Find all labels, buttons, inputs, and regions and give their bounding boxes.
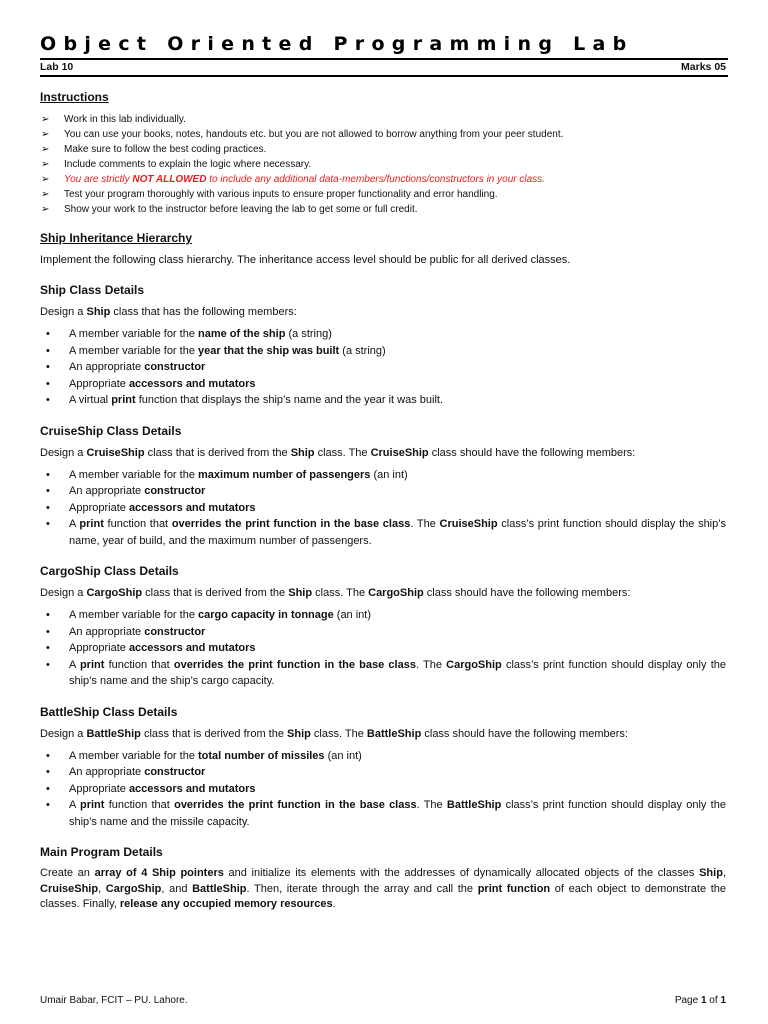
text-run: . The: [410, 518, 440, 530]
text-run: A member variable for the: [69, 609, 199, 621]
text-run: A: [69, 658, 80, 671]
text-run: class’s print function should display only the ship’s name and the ship’s cargo capacity.: [69, 658, 726, 687]
text-run: An appropriate: [69, 625, 145, 638]
text-run: A member variable for the: [69, 344, 199, 357]
instructions-heading: Instructions: [40, 90, 109, 104]
bullet-dot-icon: •: [46, 782, 50, 795]
section: [40, 563, 726, 690]
bold-text: CargoShip: [86, 587, 143, 599]
instruction-text: [64, 204, 418, 215]
section-heading: CargoShip Class Details: [40, 564, 179, 578]
arrow-bullet-icon: ➢: [41, 129, 50, 140]
arrow-bullet-icon: ➢: [41, 204, 50, 215]
text-run: Design a: [40, 587, 87, 599]
arrow-bullet-icon: ➢: [41, 144, 50, 155]
text-run: Design a: [40, 306, 87, 318]
list-item: [40, 359, 726, 376]
instruction-item: [40, 127, 730, 142]
list-item: [40, 624, 726, 641]
text-run: A member variable for the: [69, 468, 199, 481]
bullet-dot-icon: •: [46, 609, 50, 621]
marks-label: Marks 05: [681, 61, 726, 73]
list-item: [40, 500, 726, 517]
section-intro: [40, 445, 726, 461]
bullet-dot-icon: •: [46, 501, 50, 514]
instruction-text: [64, 174, 545, 185]
text-run: (a string): [339, 344, 386, 357]
bold-text: overrides the print function in the base class: [174, 799, 417, 811]
section-intro: [40, 252, 726, 268]
bold-text: accessors and mutators: [128, 377, 256, 390]
instruction-text: [64, 144, 266, 155]
section-heading: CruiseShip Class Details: [40, 423, 182, 438]
bold-text: constructor: [144, 766, 206, 778]
arrow-bullet-icon: ➢: [41, 189, 50, 200]
section-heading: BattleShip Class Details: [40, 704, 178, 719]
list-item: [40, 516, 726, 549]
instruction-text: [64, 189, 498, 200]
bold-text: accessors and mutators: [128, 782, 256, 795]
text-run: class should have the following members:: [421, 727, 628, 740]
text-run: An appropriate: [69, 485, 145, 497]
bold-text: print function: [477, 882, 551, 895]
bold-text: print: [111, 394, 136, 406]
list-item: [40, 781, 726, 798]
instruction-item: [40, 187, 730, 202]
text-run: A member variable for the: [69, 749, 199, 762]
text-run: Appropriate: [69, 782, 129, 795]
arrow-bullet-icon: ➢: [41, 159, 50, 170]
bullet-dot-icon: •: [46, 468, 50, 481]
list-item: [40, 797, 726, 830]
bold-text: total number of missiles: [198, 749, 325, 762]
text-run: function that: [104, 799, 175, 811]
instruction-item: [40, 142, 730, 157]
bold-text: CargoShip: [446, 658, 502, 671]
bold-text: overrides the print function in the base class: [173, 658, 416, 671]
list-item: [40, 607, 726, 624]
page-of: of: [706, 995, 721, 1006]
bold-text: print: [79, 518, 104, 530]
text-run: Create an: [40, 867, 95, 879]
header-rule: [40, 75, 728, 77]
bold-text: name of the ship: [198, 328, 286, 340]
text-run: You are strictly: [64, 174, 133, 185]
text-run: Work in this lab individually.: [64, 114, 186, 125]
bold-text: array of 4 Ship pointers: [94, 867, 224, 879]
text-run: (an int): [370, 468, 408, 481]
bold-text: constructor: [144, 485, 206, 497]
text-run: A virtual: [69, 394, 112, 406]
bold-text: BattleShip: [446, 799, 502, 811]
section: [40, 844, 726, 913]
bullet-dot-icon: •: [46, 394, 50, 406]
text-run: , and: [161, 882, 193, 895]
bold-text: CruiseShip: [439, 518, 498, 530]
text-run: Show your work to the instructor before leaving the lab to get some or full credit.: [64, 204, 418, 215]
text-run: . The: [416, 799, 447, 811]
text-run: class should have the following members:: [423, 587, 631, 599]
list-item: [40, 376, 726, 393]
bold-text: print: [80, 799, 105, 811]
section-intro: [40, 866, 726, 913]
bold-text: Ship: [288, 587, 313, 599]
text-run: Make sure to follow the best coding practices.: [64, 144, 267, 155]
instruction-text: [64, 114, 186, 125]
bold-text: maximum number of passengers: [198, 468, 371, 481]
bold-text: BattleShip: [366, 727, 422, 740]
text-run: and initialize its elements with the addresses of dynamically allocated objects of the classes: [223, 867, 700, 879]
text-run: Implement the following class hierarchy. The inheritance access level should be public for all derived classes.: [40, 254, 571, 266]
text-run: Appropriate: [69, 377, 129, 390]
list-item: [40, 657, 726, 690]
list-item: [40, 764, 726, 781]
bold-text: overrides the print function in the base class: [171, 518, 411, 530]
bullet-dot-icon: •: [46, 749, 50, 762]
instruction-text: [64, 159, 311, 170]
bold-text: release any occupied memory resources: [119, 898, 333, 910]
bold-text: CruiseShip: [86, 446, 145, 459]
text-run: to include any additional data-members/functions/constructors in your class.: [206, 174, 545, 185]
bold-text: constructor: [144, 361, 206, 373]
bold-text: year that the ship was built: [198, 344, 340, 357]
bullet-list: [40, 326, 726, 409]
arrow-bullet-icon: ➢: [41, 174, 50, 185]
list-item: [40, 483, 726, 500]
bold-text: Ship: [287, 727, 311, 740]
text-run: class. The: [314, 446, 371, 459]
instruction-item: [40, 112, 730, 127]
list-item: [40, 326, 726, 343]
bullet-dot-icon: •: [46, 658, 50, 671]
bold-text: cargo capacity in tonnage: [198, 609, 334, 621]
bullet-dot-icon: •: [46, 344, 50, 357]
text-run: (an int): [333, 609, 372, 621]
page-total: 1: [720, 995, 726, 1006]
text-run: Include comments to explain the logic where necessary.: [64, 159, 312, 170]
bullet-dot-icon: •: [46, 766, 50, 778]
instructions-list: [40, 112, 730, 217]
text-run: class that has the following members:: [110, 306, 297, 318]
text-run: class’s print function should display only the ship’s name and the missile capacity.: [69, 799, 726, 828]
bold-text: BattleShip: [192, 882, 247, 895]
text-run: An appropriate: [69, 766, 145, 778]
bold-text: CruiseShip: [370, 446, 429, 459]
text-run: You can use your books, notes, handouts etc. but you are not allowed to borrow anything from your peer student.: [64, 129, 564, 140]
text-run: A: [69, 518, 80, 530]
footer-page-number: [675, 995, 726, 1006]
bullet-dot-icon: •: [46, 361, 50, 373]
text-run: .: [332, 898, 336, 910]
bullet-dot-icon: •: [46, 625, 50, 638]
text-run: Appropriate: [69, 501, 129, 514]
section-intro: [40, 304, 726, 320]
list-item: [40, 343, 726, 360]
title-rule: [40, 58, 728, 60]
instruction-text: [64, 129, 563, 140]
text-run: An appropriate: [69, 361, 145, 373]
text-run: function that: [103, 518, 172, 530]
text-run: of each object to demonstrate the classes. Finally,: [40, 882, 727, 910]
bold-text: Ship: [699, 867, 723, 879]
bullet-dot-icon: •: [46, 485, 50, 497]
text-run: . The: [415, 658, 447, 671]
bold-text: CargoShip: [105, 882, 162, 895]
text-run: ,: [98, 882, 106, 895]
text-run: A member variable for the: [69, 328, 199, 340]
list-item: [40, 748, 726, 765]
bullet-dot-icon: •: [46, 377, 50, 390]
bullet-list: [40, 467, 726, 550]
lab-number: Lab 10: [40, 61, 74, 73]
text-run: A: [69, 799, 80, 811]
text-run: function that displays the ship’s name and the year it was built.: [135, 394, 444, 406]
text-run: class. The: [312, 587, 369, 599]
bullet-list: [40, 748, 726, 831]
bold-text: CruiseShip: [40, 882, 99, 895]
list-item: [40, 467, 726, 484]
page-current: 1: [700, 995, 707, 1006]
instruction-item: [40, 172, 730, 187]
list-item: [40, 640, 726, 657]
text-run: Design a: [40, 727, 87, 740]
bold-text: Ship: [86, 306, 111, 318]
section: [40, 230, 726, 268]
text-run: class should have the following members:: [428, 446, 636, 459]
page-prefix: Page: [674, 995, 701, 1006]
text-run: ,: [722, 867, 726, 879]
bold-text: BattleShip: [86, 727, 141, 740]
arrow-bullet-icon: ➢: [41, 114, 50, 125]
text-run: . Then, iterate through the array and call the: [246, 882, 478, 895]
text-run: (an int): [324, 749, 362, 762]
text-run: (a string): [285, 328, 332, 340]
section: [40, 704, 726, 831]
bullet-dot-icon: •: [46, 328, 50, 340]
section-heading: Ship Inheritance Hierarchy: [40, 231, 193, 245]
text-run: function that: [104, 658, 174, 671]
section-intro: [40, 585, 726, 601]
text-run: Appropriate: [69, 642, 129, 654]
bold-text: accessors and mutators: [128, 642, 256, 654]
instruction-item: [40, 157, 730, 172]
bold-text: CargoShip: [368, 587, 424, 599]
list-item: [40, 392, 726, 409]
section-heading: Main Program Details: [40, 845, 163, 859]
text-run: class that is derived from the: [142, 587, 289, 599]
text-run: Test your program thoroughly with various inputs to ensure proper functionality and error handling.: [64, 189, 498, 200]
bold-text: accessors and mutators: [128, 501, 256, 514]
bold-text: NOT ALLOWED: [132, 174, 207, 185]
document-body: [40, 230, 726, 913]
bold-text: Ship: [290, 446, 315, 459]
text-run: class that is derived from the: [144, 446, 291, 459]
bullet-dot-icon: •: [46, 799, 50, 811]
text-run: class’s print function should display the ship’s name, year of build, and the maximum number of passengers.: [69, 518, 726, 547]
instruction-item: [40, 202, 730, 217]
text-run: class that is derived from the: [140, 727, 288, 740]
text-run: class. The: [310, 727, 367, 740]
section-intro: [40, 726, 726, 742]
section: [40, 282, 726, 409]
bold-text: print: [79, 658, 105, 671]
bold-text: constructor: [144, 625, 206, 638]
text-run: Design a: [40, 446, 87, 459]
section-heading: Ship Class Details: [40, 283, 145, 297]
bullet-list: [40, 607, 726, 690]
footer-author: Umair Babar, FCIT – PU. Lahore.: [40, 995, 188, 1006]
section: [40, 423, 726, 550]
bullet-dot-icon: •: [46, 518, 50, 530]
document-title: Object Oriented Programming Lab: [40, 33, 634, 55]
bullet-dot-icon: •: [46, 642, 50, 654]
